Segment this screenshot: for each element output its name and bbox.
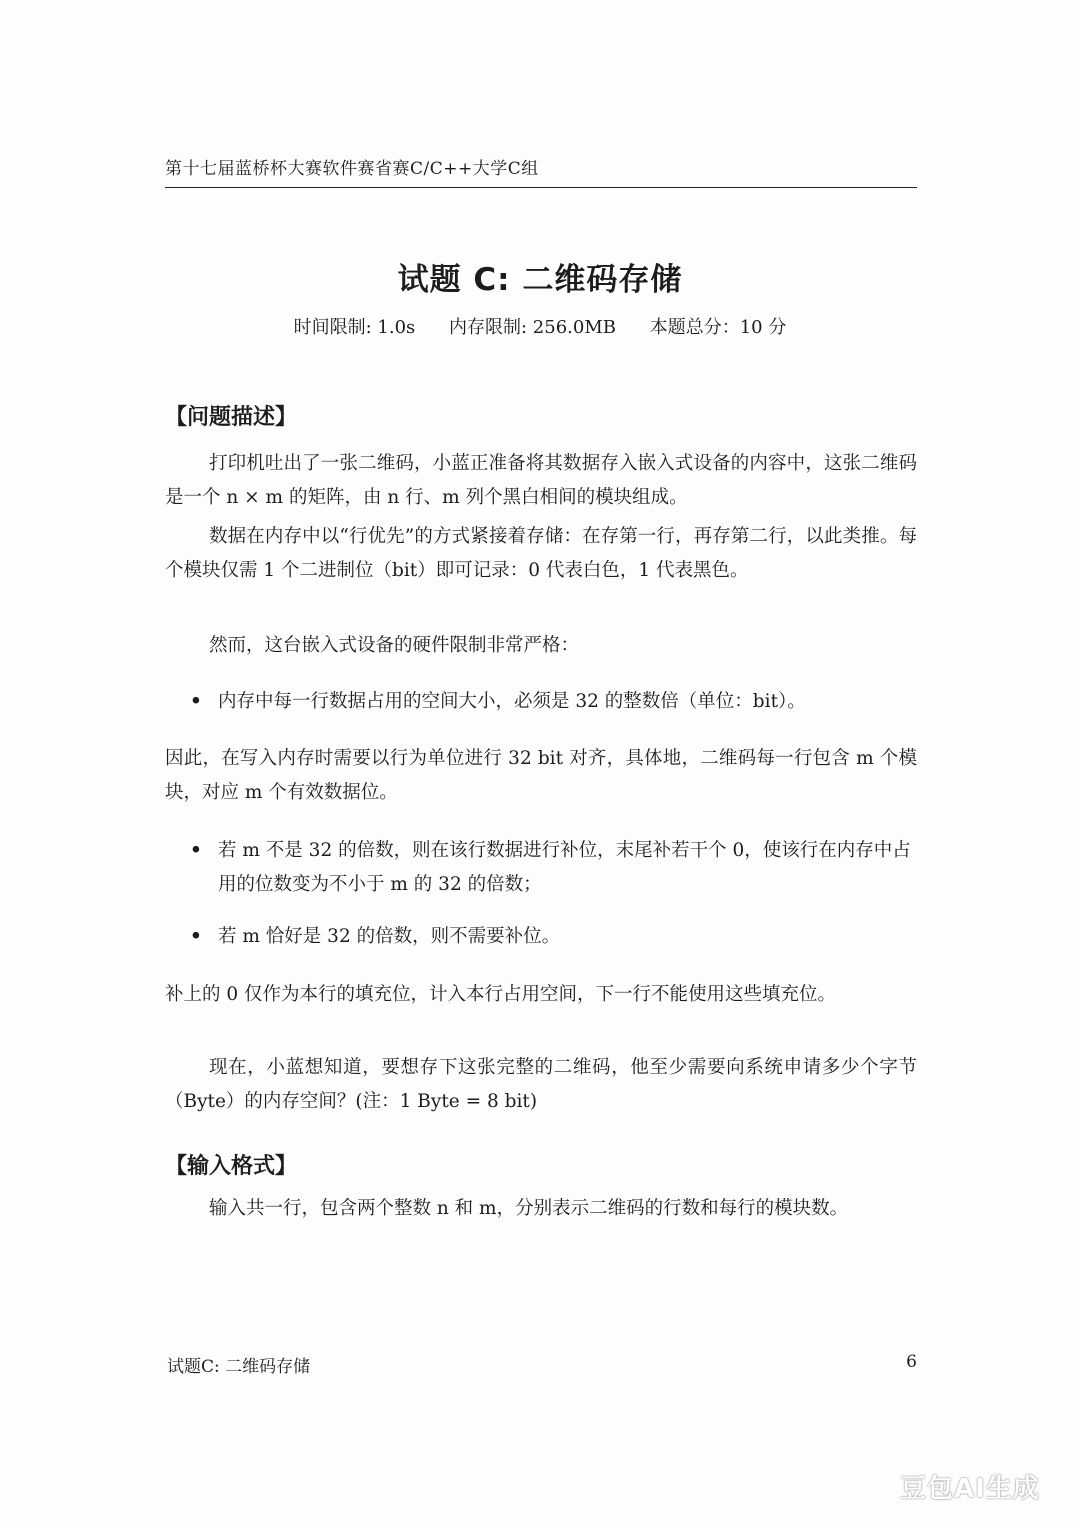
bullet-icon: • — [190, 691, 202, 712]
description-paragraph-6: 现在，小蓝想知道，要想存下这张完整的二维码，他至少需要向系统申请多少个字节（Byte）的内存空间？(注：1 Byte = 8 bit) — [165, 1057, 917, 1112]
list-item — [190, 685, 917, 719]
bullet-icon: • — [190, 926, 202, 947]
bullet-text: 若 m 不是 32 的倍数，则在该行数据进行补位，末尾补若干个 0，使该行在内存中占用的位数变为不小于 m 的 32 的倍数； — [218, 840, 911, 895]
problem-title: 试题 C: 二维码存储 — [397, 262, 683, 298]
description-heading: 【问题描述】 — [165, 405, 298, 430]
description-paragraph-3: 然而，这台嵌入式设备的硬件限制非常严格： — [209, 635, 580, 656]
page-number: 6 — [906, 1352, 917, 1372]
description-paragraph-5: 补上的 0 仅作为本行的填充位，计入本行占用空间，下一行不能使用这些填充位。 — [165, 984, 837, 1005]
running-header: 第十七届蓝桥杯大赛软件赛省赛C/C++大学C组 — [165, 154, 917, 188]
input-format-heading: 【输入格式】 — [165, 1154, 298, 1179]
description-paragraph-1: 打印机吐出了一张二维码，小蓝正准备将其数据存入嵌入式设备的内容中，这张二维码是一个 n × m 的矩阵，由 n 行、m 列个黑白相间的模块组成。 — [165, 453, 917, 508]
limits-line — [0, 313, 1080, 339]
time-limit: 时间限制: 1.0s — [293, 317, 416, 338]
description-paragraph-2: 数据在内存中以“行优先”的方式紧接着存储：在存第一行，再存第二行，以此类推。每个模块仅需 1 个二进制位（bit）即可记录：0 代表白色，1 代表黑色。 — [165, 526, 917, 581]
ai-watermark: 豆包AI生成 — [900, 1474, 1040, 1504]
bullet-text: 若 m 恰好是 32 的倍数，则不需要补位。 — [218, 926, 561, 947]
list-item — [190, 920, 917, 954]
input-format-paragraph: 输入共一行，包含两个整数 n 和 m，分别表示二维码的行数和每行的模块数。 — [209, 1198, 849, 1219]
bullet-icon: • — [190, 840, 202, 861]
list-item — [190, 834, 917, 902]
bullet-text: 内存中每一行数据占用的空间大小，必须是 32 的整数倍（单位：bit）。 — [218, 691, 806, 712]
memory-limit: 内存限制: 256.0MB — [449, 317, 616, 338]
running-footer: 试题C: 二维码存储 — [167, 1357, 311, 1377]
total-score: 本题总分：10 分 — [649, 317, 787, 338]
description-paragraph-4: 因此，在写入内存时需要以行为单位进行 32 bit 对齐，具体地，二维码每一行包含 m 个模块，对应 m 个有效数据位。 — [165, 748, 917, 803]
